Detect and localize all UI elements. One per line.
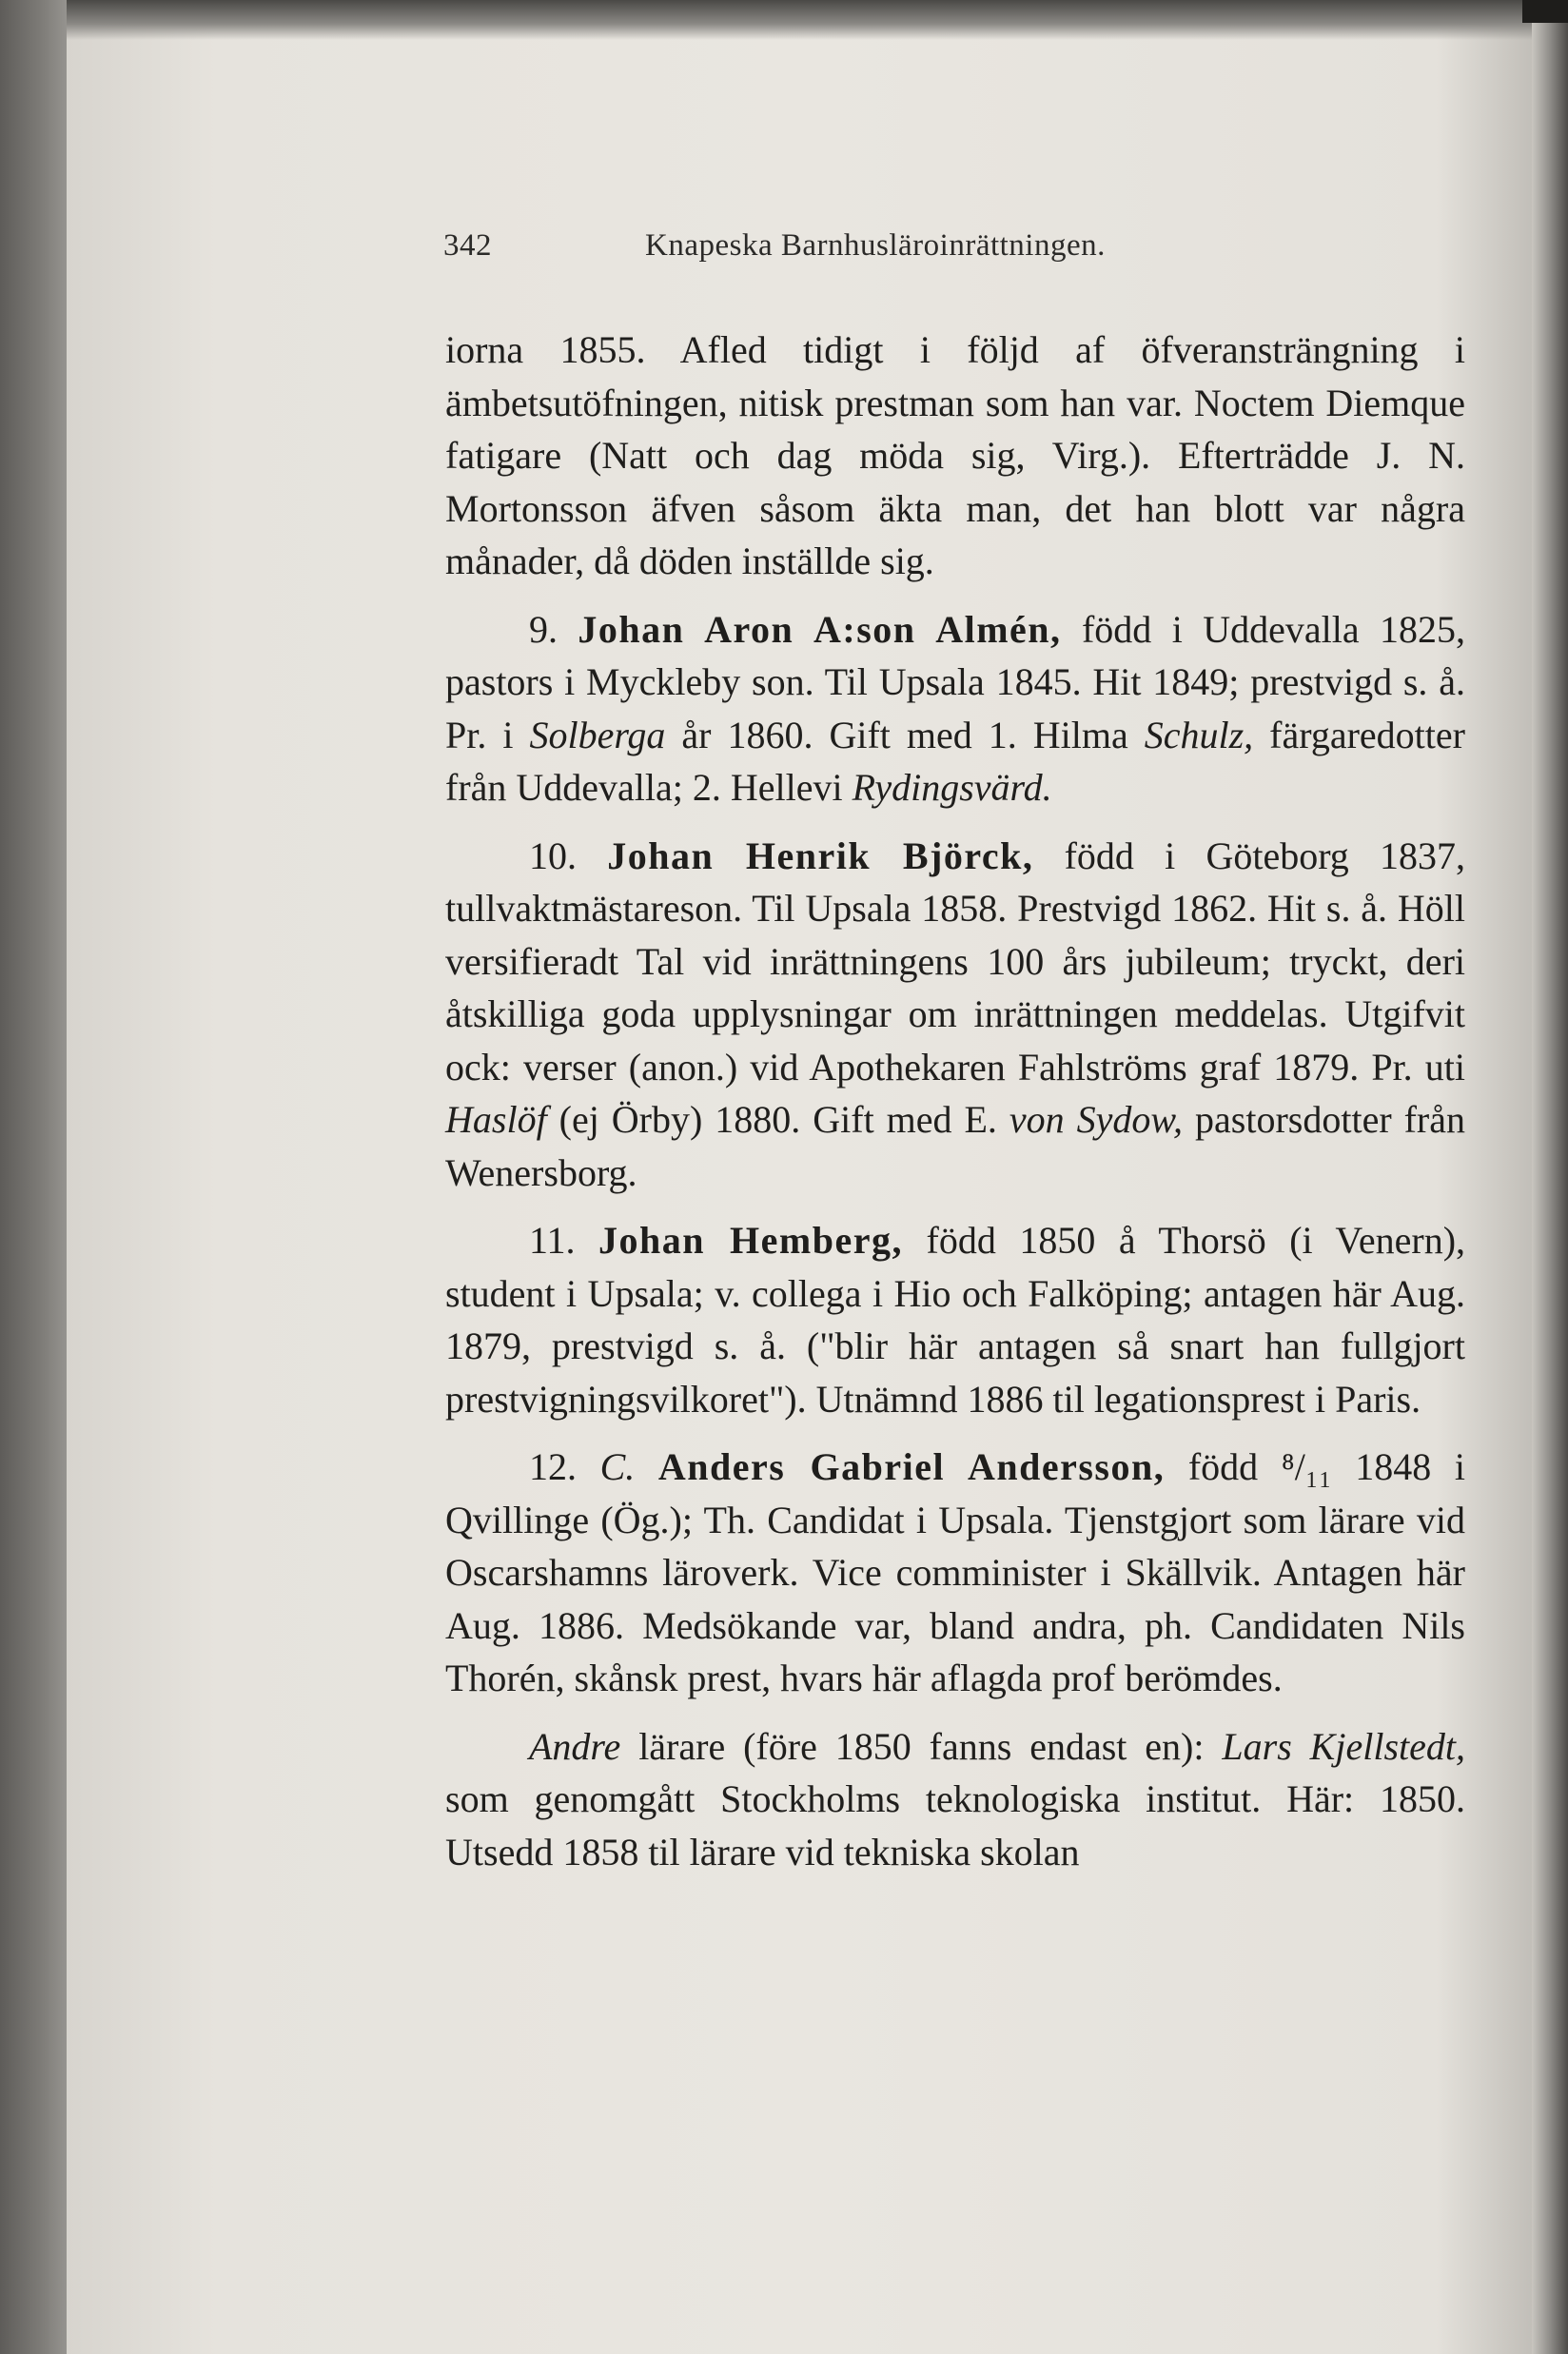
entry-text: född ⁸/₁₁ 1848 i Qvillinge (Ög.); Th. Candidat i Upsala. Tjenstgjort som lärare vid Oscarshamns läroverk. Vice comminister i Skällvik. Antagen här Aug. 1886. Medsökande var, bland andra, ph. Candidaten Nils Thorén, skånsk prest, hvars här aflagda prof berömdes.	[445, 1445, 1466, 1699]
entry-other-teachers	[445, 1720, 1465, 1879]
entry-10	[445, 830, 1465, 1200]
paragraph-continued	[445, 324, 1465, 588]
entry-9	[445, 603, 1465, 814]
spouse-name: Rydingsvärd.	[852, 766, 1052, 809]
place-name: Haslöf	[445, 1098, 547, 1141]
spouse-name: Schulz,	[1144, 713, 1254, 756]
entry-text: född 1850 å Thorsö (i Venern), student i Upsala; v. collega i Hio och Falköping; antagen här Aug. 1879, prestvigd s. å. ("blir här antagen så snart han fullgjort prestvigningsvilkoret"). Utnämnd 1886 til legationsprest i Paris.	[445, 1219, 1466, 1421]
entry-text: lärare (före 1850 fanns endast en):	[620, 1724, 1223, 1768]
entry-text: pastorsdotter från Wenersborg.	[445, 1098, 1466, 1194]
page-number: 342	[443, 228, 492, 263]
entry-text: färgaredotter från Uddevalla; 2. Hellevi	[445, 713, 1465, 809]
place-name: Solberga	[529, 713, 666, 756]
entry-text: född i Uddevalla 1825, pastors i Myckleby son. Til Upsala 1845. Hit 1849; prestvigd s. å. Pr. i	[445, 607, 1466, 756]
entry-number: 9.	[529, 607, 558, 651]
entry-text: född i Göteborg 1837, tullvaktmästareson. Til Upsala 1858. Prestvigd 1862. Hit s. å. Höll versifieradt Tal vid inrättningens 100 års jubileum; tryckt, deri åtskilliga goda upplysningar om inrättningen meddelas. Utgifvit ock: verser (anon.) vid Apothekaren Fahlströms graf 1879. Pr. uti	[445, 834, 1466, 1089]
entry-number: 12.	[529, 1445, 577, 1488]
entry-11	[445, 1214, 1465, 1425]
entry-text: (ej Örby) 1880. Gift med E.	[546, 1098, 1009, 1141]
entry-12	[445, 1441, 1465, 1705]
corner-mark	[1522, 0, 1568, 23]
paragraph-text: iorna 1855. Afled tidigt i följd af öfveransträngning i ämbetsutöfningen, nitisk prestman som han var. Noctem Diemque fatigare (Natt och dag möda sig, Virg.). Efterträdde J. N. Mortonsson äfven såsom äkta man, det han blott var några månader, då döden inställde sig.	[445, 328, 1465, 582]
person-name: Lars Kjellstedt,	[1222, 1724, 1465, 1768]
person-name: Anders Gabriel Andersson,	[657, 1445, 1166, 1488]
running-title: Knapeska Barnhusläroinrättningen.	[645, 228, 1106, 263]
person-name: Johan Henrik Björck,	[607, 834, 1034, 877]
person-name: Johan Hemberg,	[598, 1219, 903, 1262]
entry-text: som genomgått Stockholms teknologiska institut. Här: 1850. Utsedd 1858 til lärare vid tekniska skolan	[445, 1777, 1465, 1873]
running-header	[443, 228, 1490, 276]
entry-text: år 1860. Gift med 1. Hilma	[665, 713, 1145, 756]
body-text	[445, 324, 1465, 1893]
entry-number: 11.	[529, 1219, 576, 1262]
person-name: Johan Aron A:son Almén,	[578, 607, 1062, 651]
spouse-name: von Sydow,	[1009, 1098, 1184, 1141]
initial: C.	[599, 1445, 636, 1488]
entry-number: 10.	[529, 834, 577, 877]
page-top-edge	[67, 0, 1556, 40]
lead-word: Andre	[529, 1724, 621, 1768]
page-right-edge	[1532, 0, 1568, 2354]
